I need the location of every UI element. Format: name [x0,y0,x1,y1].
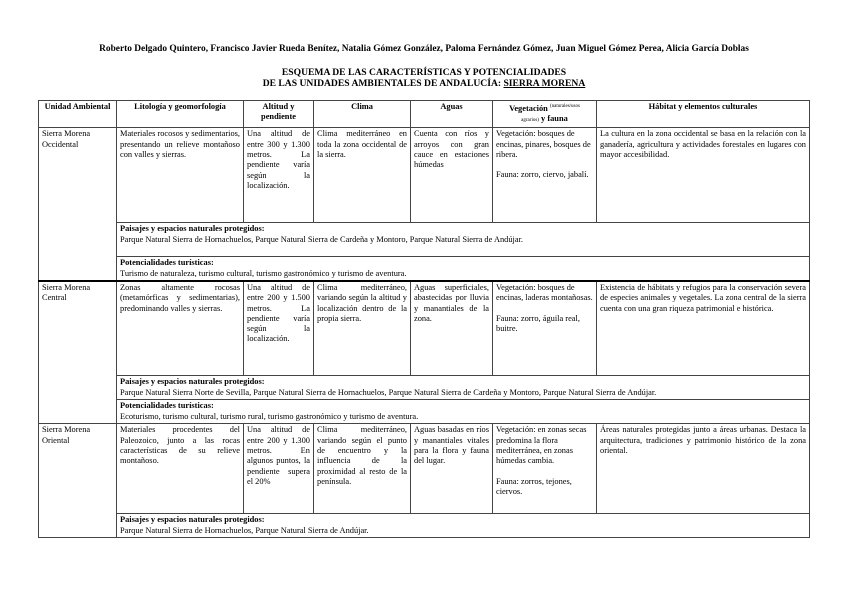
cell-habitat: La cultura en la zona occidental se basa en la relación con la ganadería, agricultura y actividades forestales en lugares con mayor accesibilidad. [597,128,810,223]
header-row [39,101,810,128]
cell-altitud: Una altitud de entre 200 y 1.300 metros. En algunos puntos, la pendiente supera el 20% [244,424,314,514]
header-litologia: Litología y geomorfología [117,101,244,128]
cell-vegetacion: Vegetación: en zonas secas predomina la flora mediterránea, en zonas húmedas cambia. Fauna: zorros, tejones, ciervos. [493,424,597,514]
characteristics-table [38,100,810,538]
document-title [0,67,848,89]
cell-litologia: Materiales rocosos y sedimentarios, presentando un relieve montañoso con valles y sierras. [117,128,244,223]
header-aguas: Aguas [411,101,493,128]
title-line-1: ESQUEMA DE LAS CARACTERÍSTICAS Y POTENCIALIDADES [281,67,567,78]
header-vegetacion: Vegetación $^{(naturales/usos}$ agrarios) y fauna [493,101,597,128]
header-clima: Clima [314,101,411,128]
authors-line: Roberto Delgado Quintero, Francisco Javier Rueda Benítez, Natalia Gómez González, Paloma Fernández Gómez, Juan Miguel Gómez Perea, Alicia García Doblas [99,44,749,54]
cell-aguas: Aguas basadas en ríos y manantiales vitales para la flora y fauna del lugar. [411,424,493,514]
unit-name: Sierra Morena Occidental [39,128,117,281]
protected-row [39,223,810,257]
tourism-row [39,400,810,424]
table-row [39,281,810,376]
cell-altitud: Una altitud de entre 300 y 1.300 metros. La pendiente varía según la localización. [244,128,314,223]
cell-litologia: Zonas altamente rocosas (metamórficas y sedimentarias), predominando valles y sierras. [117,281,244,376]
cell-aguas: Cuenta con ríos y arroyos con gran cauce en estaciones húmedas [411,128,493,223]
cell-clima: Clima mediterráneo en toda la zona occidental de la sierra. [314,128,411,223]
cell-clima: Clima mediterráneo, variando según la altitud y localización dentro de la propia sierra. [314,281,411,376]
cell-clima: Clima mediterráneo, variando según el punto de encuentro y la influencia de la proximidad al resto de la península. [314,424,411,514]
table-row [39,424,810,514]
cell-litologia: Materiales procedentes del Paleozoico, junto a las rocas características de su relieve montañoso. [117,424,244,514]
cell-paisajes: Paisajes y espacios naturales protegidos: Parque Natural Sierra de Hornachuelos, Parque Natural Sierra de Cardeña y Montoro, Parque Natural Sierra de Andújar. [117,223,810,257]
table-row [39,128,810,223]
title-prefix: DE LAS UNIDADES AMBIENTALES DE ANDALUCÍA: [262,78,504,89]
cell-vegetacion: Vegetación: bosques de encinas, laderas montañosas. Fauna: zorro, águila real, buitre. [493,281,597,376]
cell-aguas: Aguas superficiales, abastecidas por lluvia y manantiales de la zona. [411,281,493,376]
header-altitud: Altitud y pendiente [244,101,314,128]
cell-potencial: Potencialidades turísticas: Turismo de naturaleza, turismo cultural, turismo gastronómico y turismo de aventura. [117,257,810,281]
header-unidad: Unidad Ambiental [39,101,117,128]
cell-habitat: Áreas naturales protegidas junto a áreas urbanas. Destaca la arquitectura, tradiciones y patrimonio histórico de la zona oriental. [597,424,810,514]
cell-paisajes: Paisajes y espacios naturales protegidos: Parque Natural Sierra Norte de Sevilla, Parque Natural Sierra de Hornachuelos, Parque Natural Sierra de Cardeña y Montoro, Parque Natural Sierra de Andújar. [117,376,810,400]
cell-habitat: Existencia de hábitats y refugios para la conservación severa de especies animales y vegetales. La zona central de la sierra cuenta con una gran riqueza patrimonial e histórica. [597,281,810,376]
unit-name: Sierra Morena Central [39,281,117,424]
protected-row [39,376,810,400]
unit-name: Sierra Morena Oriental [39,424,117,538]
cell-paisajes: Paisajes y espacios naturales protegidos: Parque Natural Sierra de Hornachuelos, Parque Natural Sierra de Andújar. [117,514,810,538]
tourism-row [39,257,810,281]
header-habitat: Hábitat y elementos culturales [597,101,810,128]
cell-potencial: Potencialidades turísticas: Ecoturismo, turismo cultural, turismo rural, turismo gastronómico y turismo de aventura. [117,400,810,424]
title-underlined: SIERRA MORENA [503,78,586,89]
cell-altitud: Una altitud de entre 200 y 1.500 metros. La pendiente varía según la localización. [244,281,314,376]
title-line-2 [0,78,848,89]
protected-row [39,514,810,538]
cell-vegetacion: Vegetación: bosques de encinas, pinares, bosques de ribera. Fauna: zorro, ciervo, jabalí. [493,128,597,223]
